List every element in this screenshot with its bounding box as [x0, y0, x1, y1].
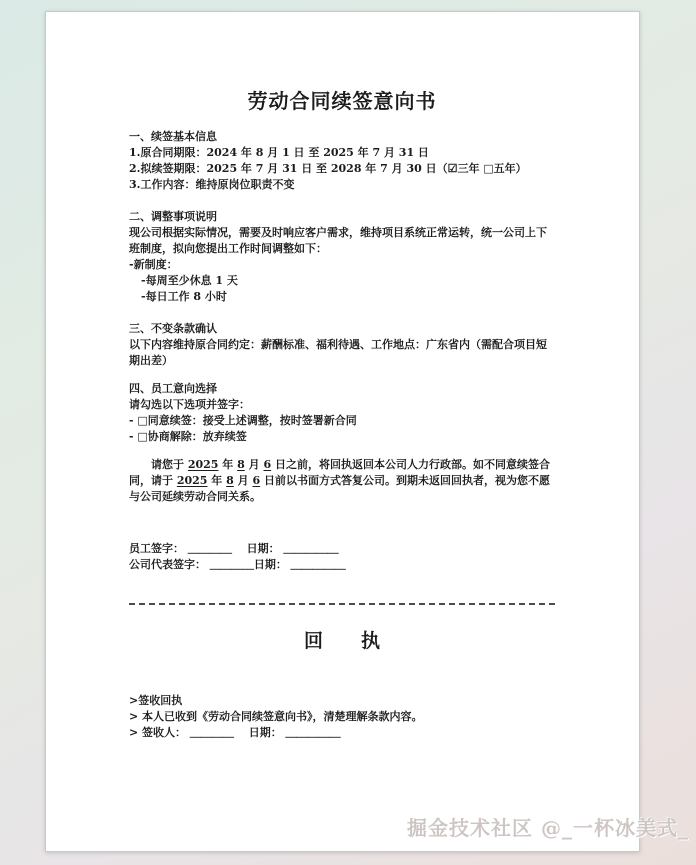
receipt-heading-line: >签收回执 — [129, 694, 183, 707]
option-agree-renew: - □同意续签：接受上述调整，按时签署新合同 — [129, 414, 357, 427]
section-heading: 一、续签基本信息 — [129, 130, 217, 143]
section-unchanged-terms — [129, 321, 555, 369]
return-notice-paragraph: 请您于 2025 年 8 月 6 日之前，将回执返回本公司人力行政部。如不同意续签合同，请于 2025 年 8 月 6 日前以书面方式答复公司。到期未返回回执者，视为您不愿与公司延续劳动合同关系。 — [129, 458, 550, 503]
section-employee-choice — [129, 381, 555, 445]
dashed-separator — [129, 603, 555, 605]
unchanged-terms-paragraph: 以下内容维持原合同约定：薪酬标准、福利待遇、工作地点：广东省内（需配合项目短期出差） — [129, 338, 547, 367]
company-signature-row: 公司代表签字： ＿＿＿＿日期： ＿＿＿＿＿ — [129, 558, 346, 571]
signature-block — [129, 541, 555, 573]
receipt-title: 回 执 — [303, 630, 380, 652]
renewal-term-checkboxes: 2.拟续签期限：2025 年 7 月 31 日 至 2028 年 7 月 30 日（☑三年 □五年） — [129, 162, 527, 175]
original-contract-term: 1.原合同期限：2024 年 8 月 1 日 至 2025 年 7 月 31 日 — [129, 146, 429, 159]
document-page — [45, 11, 640, 852]
employee-signature-row: 员工签字： ＿＿＿＿ 日期： ＿＿＿＿＿ — [129, 542, 339, 555]
receipt-section — [129, 693, 555, 741]
policy-item-rest: -每周至少休息 1 天 — [141, 274, 238, 287]
section-heading: 四、员工意向选择 — [129, 382, 217, 395]
receipt-acknowledgement: > 本人已收到《劳动合同续签意向书》，清楚理解条款内容。 — [129, 710, 423, 723]
document-title: 劳动合同续签意向书 — [247, 89, 437, 113]
work-content: 3.工作内容：维持原岗位职责不变 — [129, 178, 295, 191]
section-heading: 三、不变条款确认 — [129, 322, 217, 335]
receipt-signer-row: > 签收人： ＿＿＿＿ 日期： ＿＿＿＿＿ — [129, 726, 341, 739]
new-policy-label: -新制度： — [129, 258, 178, 271]
adjustment-paragraph: 现公司根据实际情况，需要及时响应客户需求，维持项目系统正常运转，统一公司上下班制度，拟向您提出工作时间调整如下： — [129, 226, 547, 255]
section-heading: 二、调整事项说明 — [129, 210, 217, 223]
policy-item-hours: -每日工作 8 小时 — [141, 290, 227, 303]
section-basic-info — [129, 129, 555, 193]
juejin-watermark: 掘金技术社区 @_一杯冰美式_ — [407, 816, 689, 840]
section-adjustments — [129, 209, 555, 305]
option-terminate: - □协商解除：放弃续签 — [129, 430, 247, 443]
choice-intro: 请勾选以下选项并签字： — [129, 398, 250, 411]
